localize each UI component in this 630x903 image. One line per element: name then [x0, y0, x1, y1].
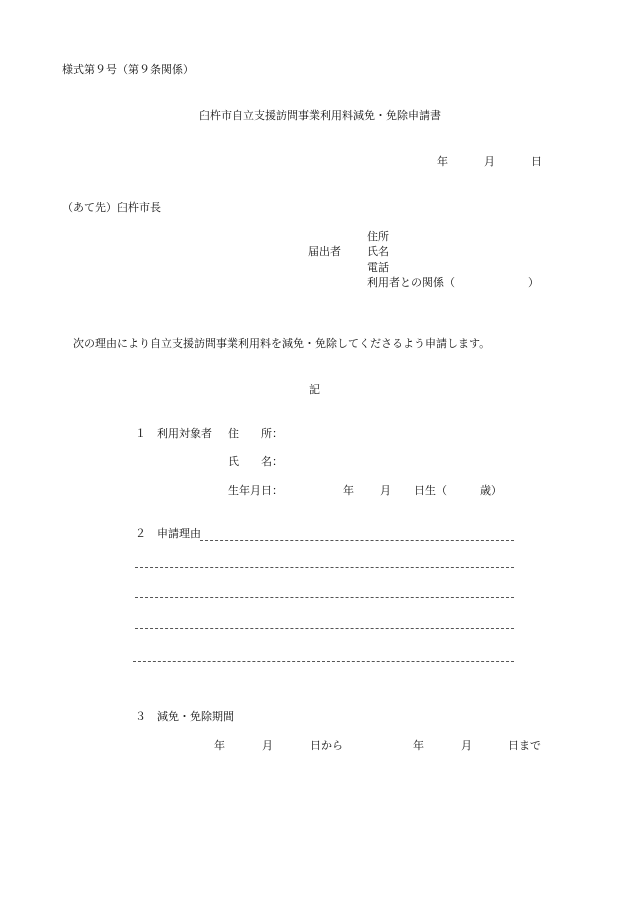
date-year-label: 年 [437, 155, 448, 168]
period-from-month: 月 [262, 739, 273, 752]
relationship-close: ） [528, 276, 539, 289]
subject-birth-label: 生年月日： [228, 484, 283, 497]
period-to-year: 年 [413, 739, 424, 752]
section-1-number: １ [135, 427, 146, 440]
reason-line-5 [133, 661, 514, 662]
form-number: 様式第９号（第９条関係） [62, 63, 194, 76]
period-to-day: 日まで [508, 739, 541, 752]
section-3-label: 減免・免除期間 [157, 710, 234, 723]
ki-heading: 記 [309, 383, 320, 396]
date-day-label: 日 [531, 155, 542, 168]
applicant-label: 届出者 [308, 245, 341, 258]
date-month-label: 月 [484, 155, 495, 168]
subject-name-label: 氏 名： [228, 455, 283, 468]
birth-age-label: 歳） [480, 484, 502, 497]
relationship-label: 利用者との関係（ [367, 276, 455, 289]
reason-line-3 [135, 597, 514, 598]
period-to-month: 月 [461, 739, 472, 752]
period-from-day: 日から [310, 739, 343, 752]
birth-month-label: 月 [380, 484, 391, 497]
birth-year-label: 年 [343, 484, 354, 497]
reason-line-1 [200, 540, 514, 541]
request-statement: 次の理由により自立支援訪問事業利用料を減免・免除してくださるよう申請します。 [73, 337, 491, 350]
section-2-number: ２ [135, 527, 146, 540]
addressee: （あて先）臼杵市長 [62, 201, 161, 214]
document-title: 臼杵市自立支援訪問事業利用料減免・免除申請書 [199, 109, 441, 122]
applicant-phone-label: 電話 [367, 261, 389, 274]
reason-line-4 [135, 628, 514, 629]
applicant-name-label: 氏名 [367, 245, 389, 258]
section-3-number: ３ [135, 710, 146, 723]
applicant-address-label: 住所 [367, 230, 389, 243]
reason-line-2 [135, 567, 514, 568]
birth-day-label: 日生（ [414, 484, 447, 497]
section-1-label: 利用対象者 [157, 427, 212, 440]
subject-address-label: 住 所： [228, 427, 283, 440]
period-from-year: 年 [214, 739, 225, 752]
section-2-label: 申請理由 [157, 527, 201, 540]
